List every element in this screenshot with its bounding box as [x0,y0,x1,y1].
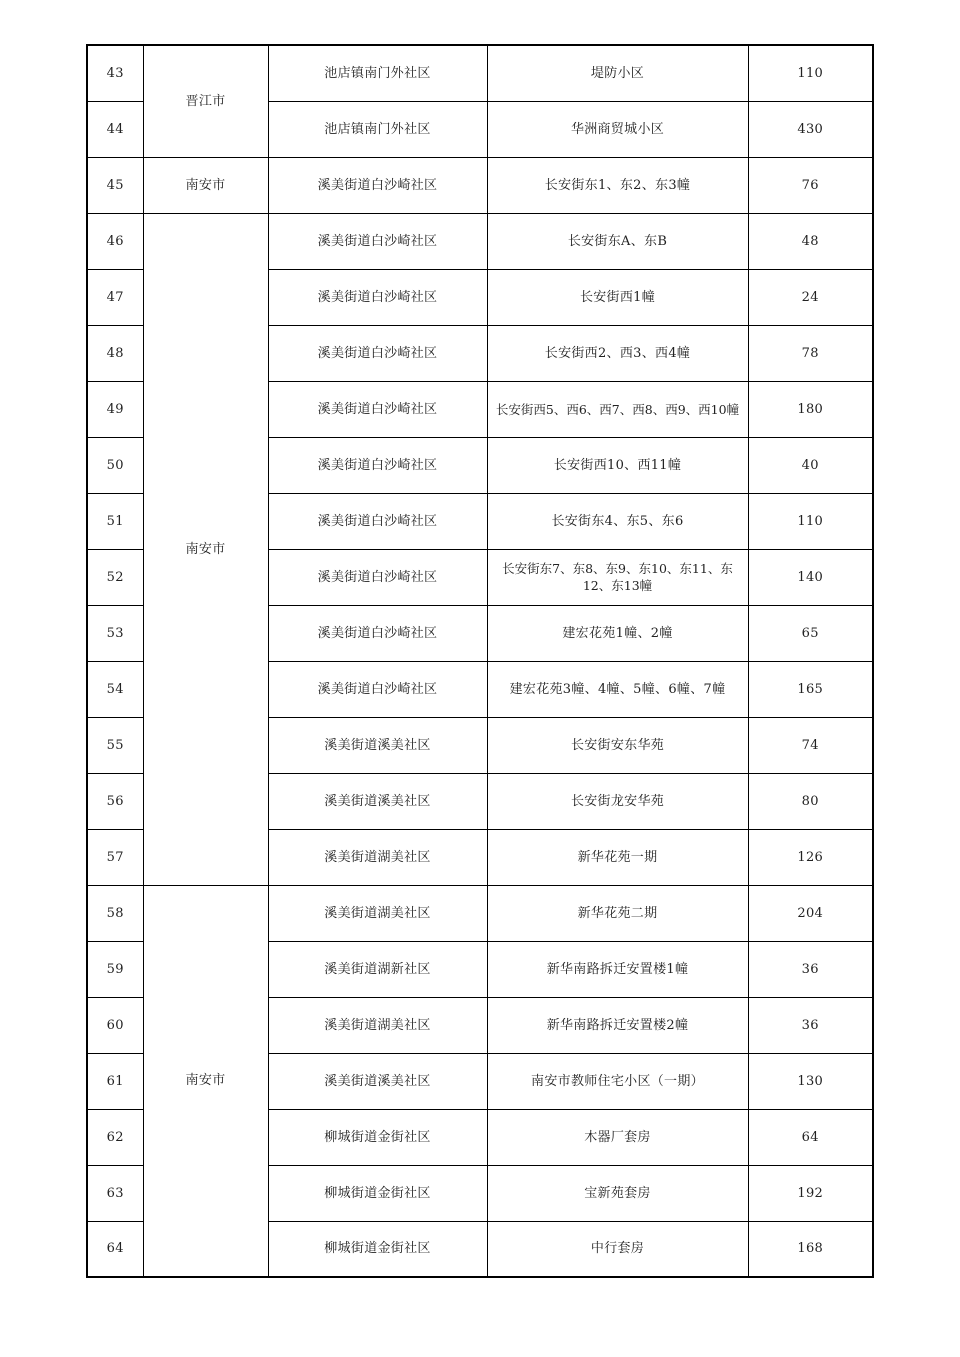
row-number: 50 [87,437,143,493]
table-row [87,885,873,941]
city-cell: 南安市 [143,885,268,1277]
row-number: 47 [87,269,143,325]
row-number: 45 [87,157,143,213]
community-cell: 溪美街道白沙崎社区 [268,157,487,213]
community-cell: 溪美街道白沙崎社区 [268,325,487,381]
row-number: 63 [87,1165,143,1221]
community-cell: 池店镇南门外社区 [268,101,487,157]
estate-cell: 新华花苑一期 [487,829,748,885]
count-cell: 130 [748,1053,873,1109]
estate-cell: 长安街西1幢 [487,269,748,325]
community-cell: 溪美街道白沙崎社区 [268,213,487,269]
estate-cell: 长安街西5、西6、西7、西8、西9、西10幢 [487,381,748,437]
count-cell: 40 [748,437,873,493]
count-cell: 204 [748,885,873,941]
community-cell: 溪美街道白沙崎社区 [268,381,487,437]
community-cell: 池店镇南门外社区 [268,45,487,101]
row-number: 56 [87,773,143,829]
count-cell: 126 [748,829,873,885]
community-cell: 溪美街道白沙崎社区 [268,493,487,549]
row-number: 43 [87,45,143,101]
row-number: 61 [87,1053,143,1109]
city-cell: 南安市 [143,213,268,885]
count-cell: 180 [748,381,873,437]
community-cell: 溪美街道白沙崎社区 [268,661,487,717]
estate-cell: 长安街东A、东B [487,213,748,269]
row-number: 59 [87,941,143,997]
community-cell: 柳城街道金街社区 [268,1165,487,1221]
count-cell: 65 [748,605,873,661]
community-cell: 溪美街道溪美社区 [268,717,487,773]
community-cell: 溪美街道白沙崎社区 [268,437,487,493]
community-cell: 溪美街道湖美社区 [268,885,487,941]
estate-cell: 建宏花苑3幢、4幢、5幢、6幢、7幢 [487,661,748,717]
count-cell: 110 [748,493,873,549]
estate-cell: 长安街东1、东2、东3幢 [487,157,748,213]
community-cell: 溪美街道白沙崎社区 [268,605,487,661]
row-number: 57 [87,829,143,885]
estate-cell: 新华花苑二期 [487,885,748,941]
table-row [87,213,873,269]
count-cell: 192 [748,1165,873,1221]
count-cell: 110 [748,45,873,101]
count-cell: 165 [748,661,873,717]
estate-cell: 长安街东4、东5、东6 [487,493,748,549]
row-number: 58 [87,885,143,941]
community-cell: 溪美街道湖美社区 [268,997,487,1053]
community-cell: 柳城街道金街社区 [268,1109,487,1165]
row-number: 46 [87,213,143,269]
estate-cell: 新华南路拆迁安置楼1幢 [487,941,748,997]
count-cell: 78 [748,325,873,381]
estate-cell: 长安街安东华苑 [487,717,748,773]
table-row [87,45,873,101]
housing-roster-table [86,44,874,1278]
estate-cell: 长安街龙安华苑 [487,773,748,829]
row-number: 53 [87,605,143,661]
row-number: 62 [87,1109,143,1165]
community-cell: 溪美街道白沙崎社区 [268,269,487,325]
estate-cell: 华洲商贸城小区 [487,101,748,157]
row-number: 64 [87,1221,143,1277]
count-cell: 36 [748,941,873,997]
count-cell: 36 [748,997,873,1053]
row-number: 52 [87,549,143,605]
row-number: 44 [87,101,143,157]
row-number: 55 [87,717,143,773]
count-cell: 24 [748,269,873,325]
estate-cell: 堤防小区 [487,45,748,101]
count-cell: 74 [748,717,873,773]
city-cell: 晋江市 [143,45,268,157]
row-number: 49 [87,381,143,437]
count-cell: 430 [748,101,873,157]
row-number: 51 [87,493,143,549]
community-cell: 溪美街道白沙崎社区 [268,549,487,605]
community-cell: 溪美街道湖美社区 [268,829,487,885]
count-cell: 168 [748,1221,873,1277]
city-cell: 南安市 [143,157,268,213]
estate-cell: 南安市教师住宅小区（一期） [487,1053,748,1109]
estate-cell: 木器厂套房 [487,1109,748,1165]
estate-cell: 宝新苑套房 [487,1165,748,1221]
community-cell: 柳城街道金街社区 [268,1221,487,1277]
row-number: 48 [87,325,143,381]
count-cell: 80 [748,773,873,829]
estate-cell: 建宏花苑1幢、2幢 [487,605,748,661]
count-cell: 76 [748,157,873,213]
community-cell: 溪美街道溪美社区 [268,1053,487,1109]
estate-cell: 长安街西10、西11幢 [487,437,748,493]
table-row [87,157,873,213]
estate-cell: 长安街西2、西3、西4幢 [487,325,748,381]
count-cell: 64 [748,1109,873,1165]
estate-cell: 新华南路拆迁安置楼2幢 [487,997,748,1053]
count-cell: 48 [748,213,873,269]
row-number: 54 [87,661,143,717]
community-cell: 溪美街道溪美社区 [268,773,487,829]
count-cell: 140 [748,549,873,605]
estate-cell: 中行套房 [487,1221,748,1277]
estate-cell: 长安街东7、东8、东9、东10、东11、东12、东13幢 [487,549,748,605]
community-cell: 溪美街道湖新社区 [268,941,487,997]
row-number: 60 [87,997,143,1053]
